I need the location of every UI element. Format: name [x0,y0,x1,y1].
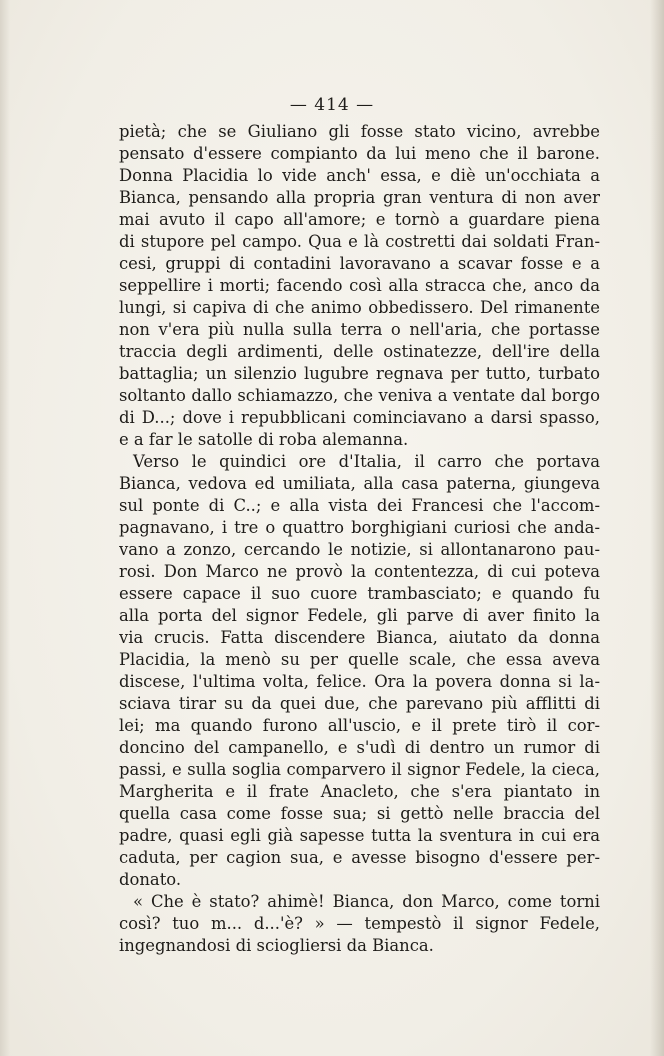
text-line: Placidia, la menò su per quelle scale, che essa aveva [119,650,600,669]
text-line: essere capace il suo cuore trambasciato; e quando fu [119,584,600,603]
text-line: passi, e sulla soglia comparvero il signor Fedele, la cieca, [119,760,600,779]
text-line: cesi, gruppi di contadini lavoravano a scavar fosse e a [119,254,600,273]
text-line: traccia degli ardimenti, delle ostinatezze, dell'ire della [119,342,600,361]
page-edge-shadow-left [0,0,10,1056]
text-line: soltanto dallo schiamazzo, che veniva a ventate dal borgo [119,386,600,405]
text-line: alla porta del signor Fedele, gli parve di aver finito la [119,606,600,625]
text-line: via crucis. Fatta discendere Bianca, aiutato da donna [119,628,600,647]
text-line: Donna Placidia lo vide anch' essa, e diè un'occhiata a [119,166,600,185]
text-line: così? tuo m... d...'è? » — tempestò il signor Fedele, [119,914,600,933]
page-number: — 414 — [289,95,375,115]
text-line: ingegnandosi di sciogliersi da Bianca. [119,936,434,955]
body-text [119,121,600,957]
text-line: non v'era più nulla sulla terra o nell'aria, che portasse [119,320,600,339]
text-line: quella casa come fosse sua; si gettò nelle braccia del [119,804,600,823]
text-line: Margherita e il frate Anacleto, che s'era piantato in [119,782,600,801]
text-line: lungi, si capiva di che animo obbedissero. Del rimanente [119,298,600,317]
text-line: e a far le satolle di roba alemanna. [119,430,409,449]
text-line: pensato d'essere compianto da lui meno che il barone. [119,144,600,163]
text-line: discese, l'ultima volta, felice. Ora la povera donna si la- [119,672,600,691]
text-line: rosi. Don Marco ne provò la contentezza, di cui poteva [119,562,600,581]
text-line: padre, quasi egli già sapesse tutta la sventura in cui era [119,826,600,845]
text-line: di D...; dove i repubblicani cominciavano a darsi spasso, [119,408,600,427]
text-line: « Che è stato? ahimè! Bianca, don Marco, come torni [133,892,600,911]
text-line: donato. [119,870,182,889]
text-line: pagnavano, i tre o quattro borghigiani curiosi che anda- [119,518,600,537]
text-line: doncino del campanello, e s'udì di dentro un rumor di [119,738,600,757]
page-edge-shadow-right [650,0,664,1056]
text-line: di stupore pel campo. Qua e là costretti dai soldati Fran- [119,232,600,251]
text-line: sul ponte di C..; e alla vista dei Francesi che l'accom- [119,496,600,515]
text-line: battaglia; un silenzio lugubre regnava per tutto, turbato [119,364,600,383]
text-line: pietà; che se Giuliano gli fosse stato vicino, avrebbe [119,122,600,141]
text-line: sciava tirar su da quei due, che parevano più afflitti di [119,694,600,713]
text-line: Bianca, pensando alla propria gran ventura di non aver [119,188,600,207]
text-line: mai avuto il capo all'amore; e tornò a guardare piena [119,210,600,229]
text-line: lei; ma quando furono all'uscio, e il prete tirò il cor- [119,716,600,735]
text-line: Verso le quindici ore d'Italia, il carro che portava [133,452,600,471]
text-line: vano a zonzo, cercando le notizie, si allontanarono pau- [119,540,600,559]
text-line: Bianca, vedova ed umiliata, alla casa paterna, giungeva [119,474,600,493]
text-line: seppellire i morti; facendo così alla stracca che, anco da [119,276,600,295]
text-line: caduta, per cagion sua, e avesse bisogno d'essere per- [119,848,600,867]
